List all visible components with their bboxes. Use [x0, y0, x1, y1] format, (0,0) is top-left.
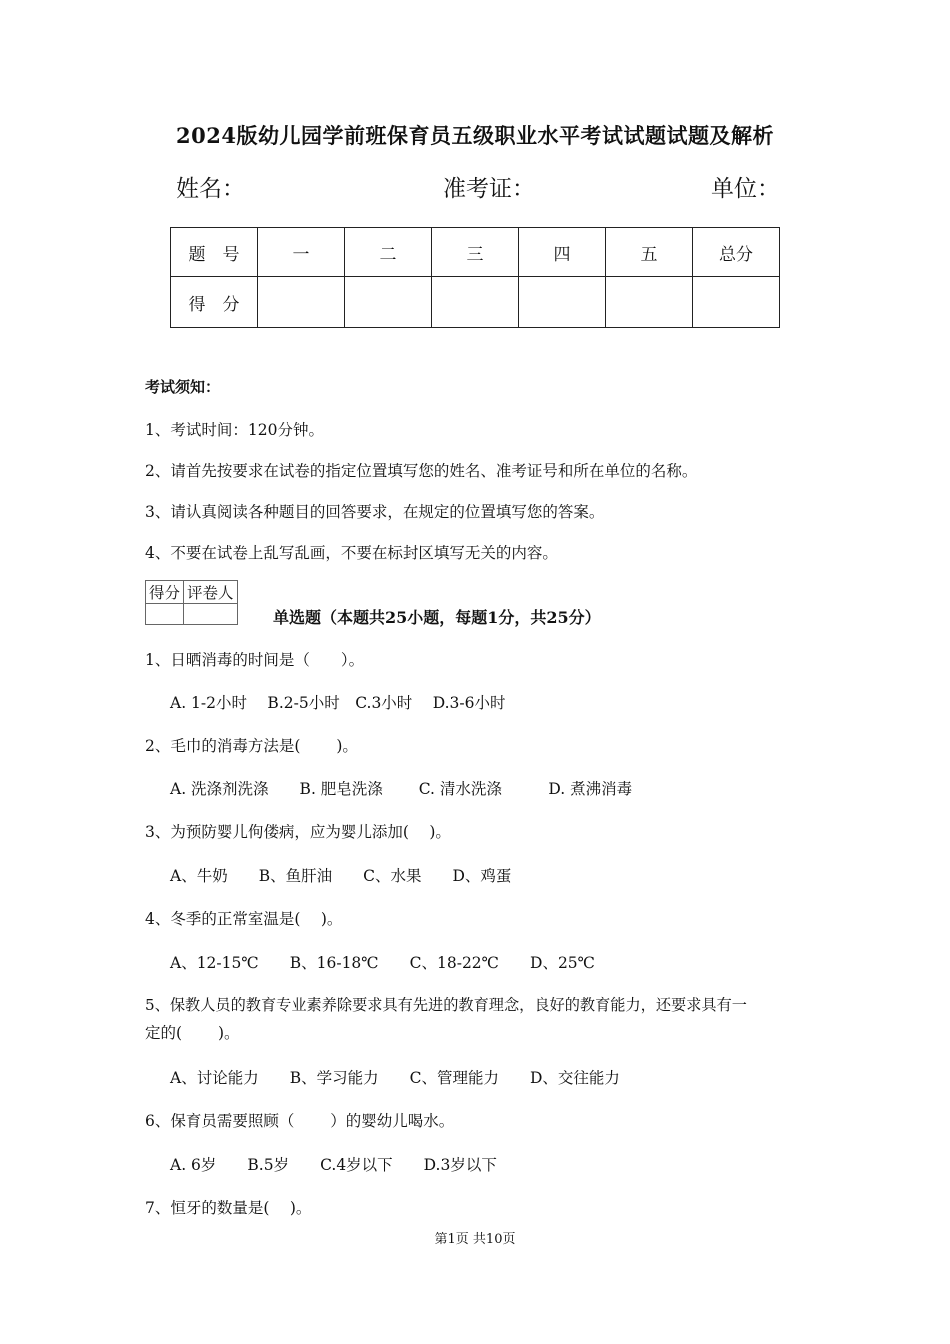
- score-cell[interactable]: [345, 277, 432, 328]
- question-text: 3、为预防婴儿佝偻病，应为婴儿添加( )。: [145, 823, 451, 841]
- score-cell[interactable]: [606, 277, 693, 328]
- page-footer: 第1页 共10页: [434, 1232, 516, 1247]
- score-table-header-cell: 四: [519, 228, 606, 277]
- exam-id-field-label: 准考证：: [443, 176, 535, 202]
- question-options: A. 洗涤剂洗涤 B. 肥皂洗涤 C. 清水洗涤 D. 煮沸消毒: [170, 780, 633, 798]
- unit-field-label: 单位：: [711, 176, 780, 202]
- score-cell[interactable]: [258, 277, 345, 328]
- grader-box: [145, 580, 238, 625]
- notice-heading: 考试须知：: [145, 378, 221, 396]
- notice-item: 1、考试时间：120分钟。: [145, 421, 324, 439]
- score-table-header-cell: 总分: [693, 228, 780, 277]
- score-table-header-row: [171, 228, 780, 277]
- grader-score-cell[interactable]: [146, 604, 184, 625]
- score-table-header-cell: 题 号: [171, 228, 258, 277]
- question-options: A、12-15℃ B、16-18℃ C、18-22℃ D、25℃: [170, 954, 596, 972]
- grader-name-label: 评卷人: [184, 581, 238, 604]
- question-text: 1、日晒消毒的时间是（ ）。: [145, 651, 365, 669]
- question-text: 6、保育员需要照顾（ ）的婴幼儿喝水。: [145, 1112, 455, 1130]
- question-text: 7、恒牙的数量是( )。: [145, 1199, 312, 1217]
- score-cell[interactable]: [432, 277, 519, 328]
- section-title: 单选题（本题共25小题，每题1分，共25分）: [273, 608, 601, 627]
- question-options: A、讨论能力 B、学习能力 C、管理能力 D、交往能力: [170, 1069, 620, 1087]
- score-table-header-cell: 一: [258, 228, 345, 277]
- question-options: A、牛奶 B、鱼肝油 C、水果 D、鸡蛋: [170, 867, 512, 885]
- question-options: A. 6岁 B.5岁 C.4岁以下 D.3岁以下: [170, 1156, 497, 1174]
- question-text-continued: 定的( )。: [145, 1024, 240, 1042]
- question-text: 4、冬季的正常室温是( )。: [145, 910, 343, 928]
- page-title: 2024版幼儿园学前班保育员五级职业水平考试试题试题及解析: [176, 123, 774, 148]
- question-options: A. 1-2小时 B.2-5小时 C.3小时 D.3-6小时: [170, 694, 506, 712]
- score-table-score-row: [171, 277, 780, 328]
- notice-item: 3、请认真阅读各种题目的回答要求，在规定的位置填写您的答案。: [145, 503, 605, 521]
- score-table-header-cell: 三: [432, 228, 519, 277]
- question-text: 2、毛巾的消毒方法是( )。: [145, 737, 358, 755]
- notice-item: 2、请首先按要求在试卷的指定位置填写您的姓名、准考证号和所在单位的名称。: [145, 462, 698, 480]
- notice-item: 4、不要在试卷上乱写乱画，不要在标封区填写无关的内容。: [145, 544, 558, 562]
- name-field-label: 姓名：: [176, 176, 245, 202]
- score-cell[interactable]: [693, 277, 780, 328]
- score-table-header-cell: 五: [606, 228, 693, 277]
- grader-score-label: 得分: [146, 581, 184, 604]
- question-text: 5、保教人员的教育专业素养除要求具有先进的教育理念，良好的教育能力，还要求具有一: [145, 996, 747, 1014]
- score-table-header-cell: 二: [345, 228, 432, 277]
- score-table: [170, 227, 780, 328]
- grader-name-cell[interactable]: [184, 604, 238, 625]
- score-cell[interactable]: [519, 277, 606, 328]
- score-row-label: 得 分: [171, 277, 258, 328]
